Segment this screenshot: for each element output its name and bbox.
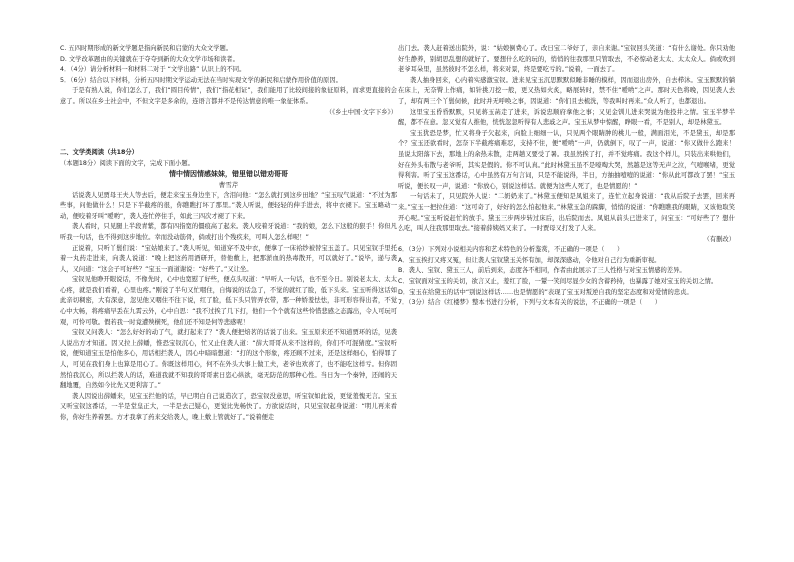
passage-paragraph: 一句话未了，只见院外人说：“二奶奶来了。”林黛玉便知是凤姐来了，连忙立起身说道：“我从后院子去罢，回来再来。”宝玉一把拉住道：“这可奇了，好好的怎么怕起他来。”林黛玉急的跺脚，悄悄的说道：“你瞧瞧我的眼睛，又该他取笑开心呢。”宝玉听说赶忙的放手。黛玉三步两步转过床后，出后院而去。凤姐从前头已进来了，问宝玉：“可好些了？想什么吃，叫人往我那里取去。”接着薛姨妈又来了。一时贾母又打发了人来。: [398, 193, 735, 233]
option-c: C. 五四时期形成的新文学题是指向新民和启蒙的大众文学题。: [60, 45, 233, 52]
question-6-option-c: C．宝钗面对宝玉的关切，欲言又止，羞红了脸，一颦一笑间尽显少女的含蓄矜持，也暴露了她对宝玉的关切之情。: [398, 278, 718, 286]
question-6-option-b: B．袭人、宝钗、黛玉三人，前后到来，态度各不相同，作者由此展示了三人性格与对宝玉情感的差异。: [398, 267, 686, 275]
question-6-option-d: D．宝玉在给黛玉的话中“别说这样话……也是情愿的”表现了宝玉对叛逆自我的坚定态度和对爱情的忠贞。: [398, 288, 693, 296]
question-5: 5．（6分）结合以下材料，分析五四时期文学运动无法在当时实现文学的新民和启蒙作用价值的原因。: [60, 76, 342, 84]
passage-author: 曹雪芹: [218, 180, 239, 189]
passage-paragraph: 宝钗见他睁开眼说话，不像先时，心中也宽慰了好些，便点头叹道：“早听人一句话，也不至今日。别说老太太、太太心疼，就是我们看着，心里也疼。”刚说了半句又忙咽住，自悔说的话急了，不觉的就红了脸，低下头来。宝玉听得这话如此亲切稠密，大有深意，忽见他又咽住不往下说，红了脸，低下头只管弄衣带，那一种娇羞怯怯，非可形容得出者，不觉心中大畅，将疼痛早丢在九霄云外，心中自思：“我不过挨了几下打，他们一个个就有这些怜惜悲感之态露出，令人可玩可观，可怜可敬。假若我一时竟遭殃横死，他们还不知是何等悲感呢！: [60, 276, 397, 326]
left-column: [60, 44, 397, 424]
section-heading: 二、文学类阅读（共18分）: [60, 149, 139, 157]
quote-source: （《乡土中国·文字下乡》）: [325, 108, 397, 116]
question-6: 6．（3分）下列对小说相关内容和艺术特色的分析鉴赏，不正确的一项是（ ）: [398, 246, 624, 254]
passage-title: 情中情因情感妹妹，错里错以错劝哥哥: [169, 170, 288, 179]
material-quote: 于是有熟人说，你们怎么了，我们“圆目传情”，我们“指花相证”，我们能用了比较间接的象征原料，而求更直接的会意了。所以在乡土社会中，不但文字是多余的，连语言都并不是传达情意的唯一象征体系。: [60, 87, 397, 105]
question-7: 7．（3分）结合《红楼梦》整本书进行分析，下列与文本有关的说法，不正确的一项是（ ）: [398, 299, 662, 307]
passage-paragraph: 话说袭人见贾母王夫人等去后，便走来宝玉身边坐下，含泪问他：“怎么就打到这步田地？”宝玉叹气说道：“不过为那些事，问他做什么！只是下半截疼的很，你瞧瞧打坏了那里。”袭人听说，便轻轻的伸手进去，将中衣褪下。宝玉略动一动，便咬着牙叫“嗳哟”，袭人连忙停住手，如此三四次才褪了下来。: [60, 191, 397, 220]
passage-paragraph: 袭人抽身回来，心内着实感激宝钗。进来见宝玉沉思默默似睡非睡的模样，因而退出房外，自去栉沐。宝玉默默的躺在床上，无奈臀上作痛，如针挑刀挖一般，更又热如火炙，略展转时，禁不住“嗳哟”之声。那时天色将晚，因见袭人去了，却有两三个丫鬟伺候，此时并无呼唤之事，因说道：“你们且去梳洗，等我叫时再来。”众人听了，也都退出。: [398, 76, 735, 105]
passage-source: （有删改）: [703, 235, 735, 243]
right-column: [398, 44, 735, 309]
passage-paragraph: 出门去。袭人赶着送出院外，说：“姑娘倒费心了。改日宝二爷好了，亲自来谢。”宝钗回头笑道：“有什么谢处。你只劝他好生静养，别胡思乱想的就好了。要想什么吃的玩的，悄悄的往我那里只管取去，不必惊动老太太、太太众人。倘或吹到老爷耳朵里，虽然彼时不怎么样，将来对景，终是要吃亏的。”说着，一面去了。: [398, 45, 735, 74]
passage-paragraph: 宝玉犹恐是梦，忙又将身子欠起来，向脸上细细一认，只见两个眼睛肿的桃儿一般，满面泪光，不是黛玉，却是那个？宝玉还欲看时，怎奈下半截疼痛难忍，支持不住，便“嗳哟”一声，仍就倒下，叹了一声，说道：“你又做什么跑来！虽说太阳落下去，那地上的余热未散，走两趟又要受了暑。我虽然挨了打，并不觉疼痛。我这个样儿，只装出来哄他们，好在外头布散与老爷听，其实是假的。你不可认真。”此时林黛玉虽不是嚎啕大哭，然越是这等无声之泣，气噎喉堵，更觉得利害。听了宝玉这番话，心中虽然有万句言词，只是不能说得，半日，方抽抽噎噎的说道：“你从此可都改了罢！”宝玉听说，便长叹一声，说道：“你放心，别说这样话。就便为这些人死了，也是情愿的！”: [398, 129, 735, 190]
option-d: D. 文学改革题由的关键就在于夺夺到新的大众文学市场和读者。: [60, 55, 239, 63]
passage-paragraph: 袭人因说出薛蟠来，见宝玉拦他的话，早已明白自己说造次了，恐宝钗没意思，听宝钗如此说，更觉羞愧无言。宝玉又听宝钗这番话，一半是堂皇正大，一半是去己疑心，更觉比先畅快了。方欲说话时，只见宝钗起身说道：“明儿再来看你，你好生养着罢。方才我拿了药来交给袭人，晚上敷上管就好了。”说着便走: [60, 392, 397, 421]
passage-paragraph: 宝钗又问袭人：“怎么好好的动了气，就打起来了？”袭人便把焙茗的话说了出来。宝玉原来还不知道贾环的话，见袭人说出方才知道。因又拉上薛蟠，惟恐宝钗沉心，忙又止住袭人道：“薛大哥哥从来不这样的，你们不可混猜度。”宝钗听说，便知道宝玉是怕他多心，用话相拦袭人，因心中暗暗想道：“打的这个形象，疼还顾不过来，还是这样细心，怕得罪了人，可见在我们身上也算是用心了。你既这样用心，何不在外头大事上做工夫，老爷也欢喜了，也不能吃这样亏。但你固然怕我沉心，所以拦袭人的话，难道我就不知我的哥哥素日恣心纵欲，毫无防范的那种心性。当日为一个秦钟，还闹的天翻地覆，自然如今比先又更利害了。”: [60, 329, 397, 390]
passage-paragraph: 正说着，只听丫鬟们说：“宝姑娘来了。”袭人听见，知道穿不及中衣，便拿了一床袷纱被替宝玉盖了。只见宝钗手里托着一丸药走进来，向袭人说道：“晚上把这药用酒研开，替他敷上，把那淤血的热毒散开，可以就好了。”说毕，递与袭人，又问道：“这会子可好些？”宝玉一面道谢说：“好些了。”又让坐。: [60, 244, 397, 273]
question-6-option-a: A．宝玉挨打又疼又冤，但让袭人宝钗黛玉关怀有加，却深深感动，令他对自己行为重新审视。: [398, 256, 661, 264]
passage-paragraph: 袭人看时，只见腿上半段青紫，都有四指宽的僵痕高了起来。袭人咬着牙说道：“我的娘，怎么下这般的狠手！你但凡听我一句话，也不得到这步地位。幸而没动筋骨，倘或打出个残疾来，可叫人怎么样呢！”: [60, 223, 397, 241]
question-4: 4．（4分）请分析材料一和材料二对于 “文学出路” 认识上的不同。: [60, 66, 246, 74]
section-intro: （本题18分）阅读下面的文字，完成下面小题。: [60, 159, 194, 167]
passage-paragraph: 这里宝玉昏昏默默，只见蒋玉菡走了进来，诉说忠顺府拿他之事；又见金钏儿进来哭说为他投井之情。宝玉半梦半醒，都不在意。忽又觉有人推他，恍恍忽忽听得有人悲戚之声。宝玉从梦中惊醒，睁眼一看，不是别人，却是林黛玉。: [398, 108, 735, 127]
